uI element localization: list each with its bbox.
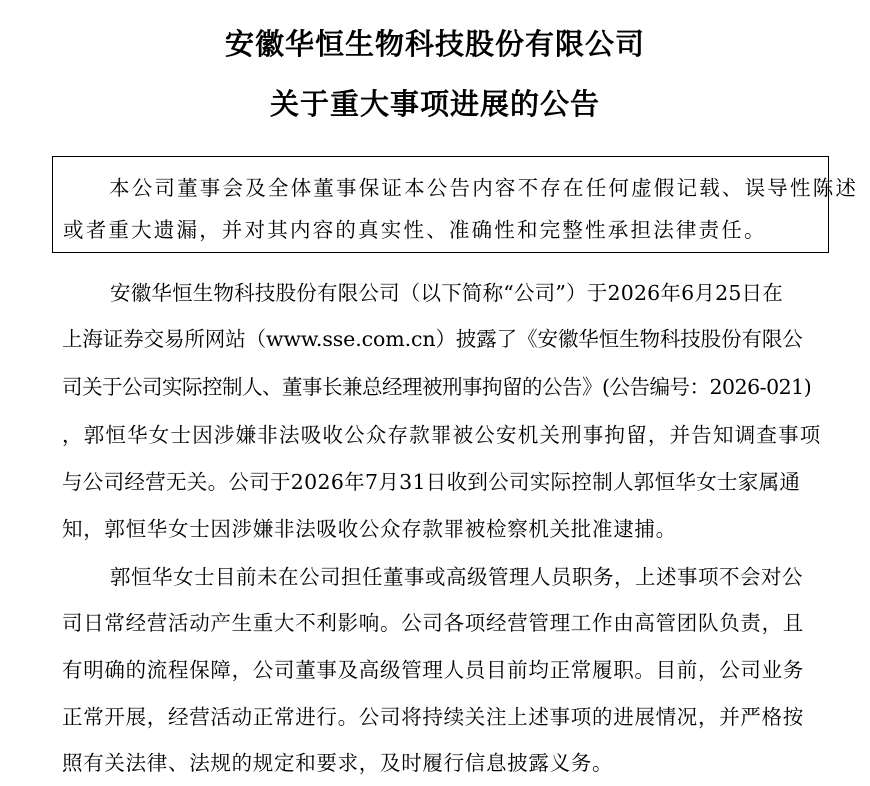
paragraph-line: 司关于公司实际控制人、董事长兼总经理被刑事拘留的公告》(公告编号：2026-021) (62, 375, 812, 399)
paragraph-line: 与公司经营无关。公司于2026年7月31日收到公司实际控制人郭恒华女士家属通 (62, 470, 801, 494)
notice-line: 本公司董事会及全体董事保证本公告内容不存在任何虚假记载、误导性陈述 (109, 176, 859, 200)
paragraph-line: 照有关法律、法规的规定和要求，及时履行信息披露义务。 (62, 751, 614, 775)
announcement-title: 关于重大事项进展的公告 (269, 87, 600, 121)
paragraph-line: 知，郭恒华女士因涉嫌非法吸收公众存款罪被检察机关批准逮捕。 (62, 517, 677, 541)
paragraph-line: 司日常经营活动产生重大不利影响。公司各项经营管理工作由高管团队负责，且 (62, 611, 804, 635)
notice-line: 或者重大遗漏，并对其内容的真实性、准确性和完整性承担法律责任。 (63, 218, 767, 242)
paragraph-line: ，郭恒华女士因涉嫌非法吸收公众存款罪被公安机关刑事拘留，并告知调查事项 (62, 423, 822, 447)
paragraph-line: 有明确的流程保障，公司董事及高级管理人员目前均正常履职。目前，公司业务 (62, 658, 804, 682)
board-guarantee-notice-box (52, 156, 859, 253)
paragraph-line: 郭恒华女士目前未在公司担任董事或高级管理人员职务，上述事项不会对公 (110, 565, 803, 589)
paragraph-line: 正常开展，经营活动正常进行。公司将持续关注上述事项的进展情况，并严格按 (62, 705, 804, 729)
paragraph-line: 上海证券交易所网站（www.sse.com.cn）披露了《安徽华恒生物科技股份有限公 (62, 327, 803, 351)
company-title: 安徽华恒生物科技股份有限公司 (224, 27, 645, 61)
paragraph-line: 安徽华恒生物科技股份有限公司（以下简称“公司”）于2026年6月25日在 (110, 281, 783, 305)
